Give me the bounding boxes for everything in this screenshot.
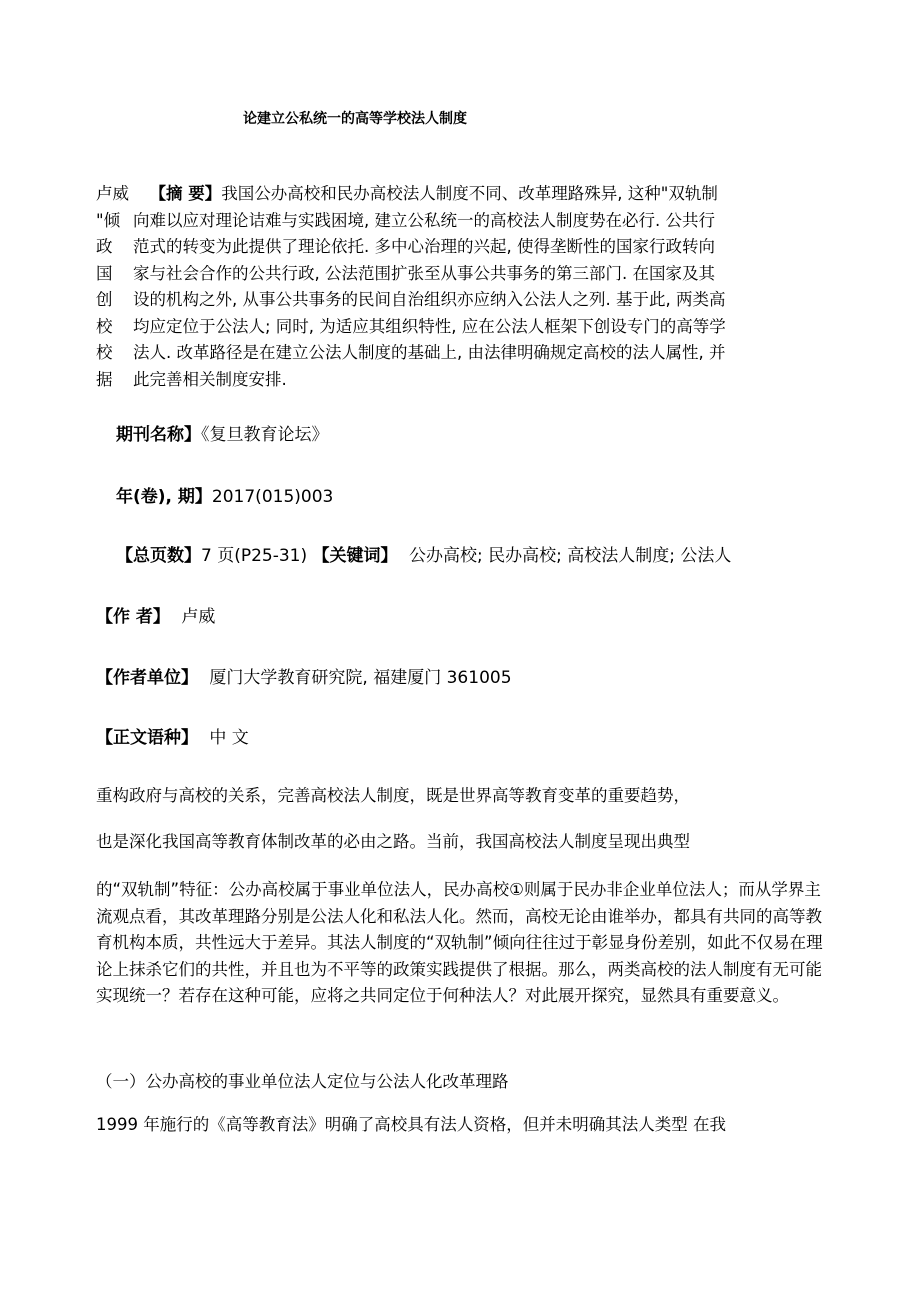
affiliation-field <box>96 663 512 688</box>
affiliation-label: 【作者单位】 <box>96 668 198 688</box>
abstract-line <box>96 234 726 261</box>
author-value: 卢威 <box>181 607 216 627</box>
affiliation-value: 厦门大学教育研究院, 福建厦门 361005 <box>209 668 512 688</box>
abstract-line-left: 国 <box>96 263 113 283</box>
abstract-line-text: 家与社会合作的公共行政, 公法范围扩张至从事公共事务的第三部门. 在国家及其 <box>133 263 715 283</box>
abstract-line <box>96 181 726 208</box>
abstract-line-text: 均应定位于公法人; 同时, 为适应其组织特性, 应在公法人框架下创设专门的高等学 <box>133 316 726 336</box>
abstract-line <box>96 287 726 314</box>
issue-field <box>116 482 333 507</box>
body-paragraph: 也是深化我国高等教育体制改革的必由之路。当前，我国高校法人制度呈现出典型 <box>96 832 690 851</box>
author-field <box>96 602 215 627</box>
abstract-line-left: 创 <box>96 290 113 309</box>
abstract-line-text: 范式的转变为此提供了理论依托. 多中心治理的兴起, 使得垄断性的国家行政转向 <box>133 237 715 256</box>
abstract-line-text: 法人. 改革路径是在建立公法人制度的基础上, 由法律明确规定高校的法人属性, 并 <box>133 343 726 362</box>
abstract-line-left: 校 <box>96 343 113 362</box>
author-label: 【作 者】 <box>96 607 170 627</box>
abstract-line-text: 向难以应对理论诘难与实践困境, 建立公私统一的高校法人制度势在必行. 公共行 <box>133 210 715 230</box>
abstract-line-left: 校 <box>96 316 113 336</box>
language-value: 中 文 <box>209 728 249 748</box>
keywords-label: 【关键词】 <box>312 546 398 566</box>
abstract-line-text: 此完善相关制度安排. <box>133 369 287 389</box>
body-paragraph: 的“双轨制”特征：公办高校属于事业单位法人，民办高校①则属于民办非企业单位法人；而从学界主流观点看，其改革理路分别是公法人化和私法人化。然而，高校无论由谁举办，都具有共同的高等教育机构本质，共性远大于差异。其法人制度的“双轨制”倾向往往过于彰显身份差别，如此不仅易在理论上抹杀它们的共性，并且也为不平等的政策实践提供了根据。那么，两类高校的法人制度有无可能实现统一？若存在这种可能，应将之共同定位于何种法人？对此展开探究，显然具有重要意义。 <box>96 880 823 1005</box>
language-label: 【正文语种】 <box>96 728 198 748</box>
body-paragraph: 重构政府与高校的关系，完善高校法人制度，既是世界高等教育变革的重要趋势， <box>96 786 690 805</box>
journal-value: 《复旦教育论坛》 <box>201 425 329 445</box>
abstract-author: 卢威 <box>96 184 129 203</box>
keywords-value: 公办高校; 民办高校; 高校法人制度; 公法人 <box>408 546 732 566</box>
body-paragraph: 1999 年施行的《高等教育法》明确了高校具有法人资格，但并未明确其法人类型 在我 <box>96 1115 726 1134</box>
pages-keywords-field <box>116 541 731 566</box>
abstract-line-left: 据 <box>96 369 113 389</box>
abstract-line-left: 政 <box>96 237 113 256</box>
abstract-first-line: 我国公办高校和民办高校法人制度不同、改革理路殊异, 这种"双轨制 <box>221 184 718 203</box>
abstract-line-left: "倾 <box>96 210 121 230</box>
abstract-line-text: 设的机构之外, 从事公共事务的民间自治组织亦应纳入公法人之列. 基于此, 两类高 <box>133 290 726 309</box>
journal-label: 期刊名称】 <box>116 425 201 445</box>
document-title: 论建立公私统一的高等学校法人制度 <box>243 111 467 127</box>
pages-label: 【总页数】 <box>116 546 201 566</box>
abstract-line <box>96 367 726 394</box>
abstract-label: 【摘 要】 <box>149 184 222 203</box>
abstract-block <box>96 181 726 393</box>
abstract-line <box>96 261 726 288</box>
issue-label: 年(卷), 期】 <box>116 487 212 507</box>
abstract-line <box>96 208 726 235</box>
language-field <box>96 723 249 748</box>
abstract-line <box>96 340 726 367</box>
abstract-line <box>96 314 726 341</box>
journal-field <box>116 420 329 445</box>
pages-value: 7 页(P25-31) <box>201 546 308 566</box>
section-heading: （一）公办高校的事业单位法人定位与公法人化改革理路 <box>96 1072 509 1091</box>
issue-value: 2017(015)003 <box>211 487 334 507</box>
